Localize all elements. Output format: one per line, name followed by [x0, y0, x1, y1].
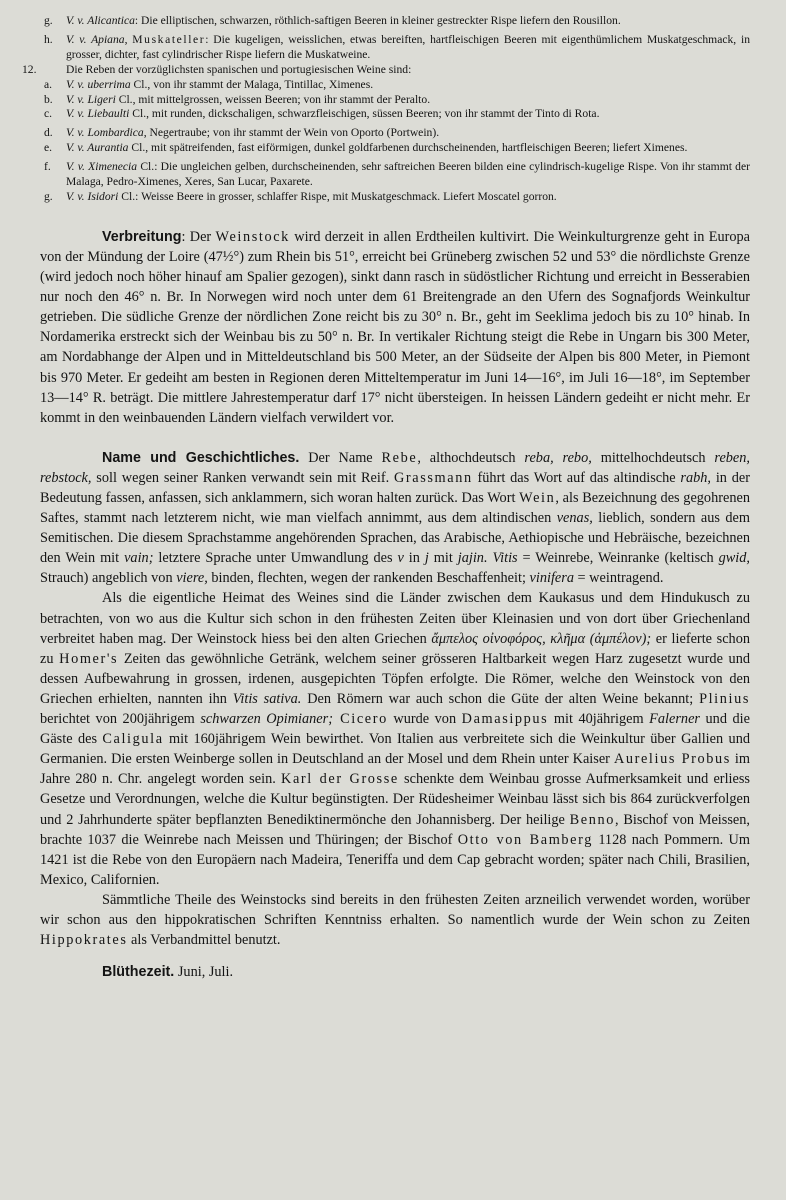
cultivar-name: V. v. Lombardica: [66, 126, 144, 140]
cultivar-name: V. v. Liebaulti: [66, 107, 130, 121]
section-bluethezeit: Blüthezeit. Juni, Juli.: [102, 964, 234, 981]
cultivar-name: V. v. Apiana: [66, 32, 125, 46]
list-item: f. V. v. Ximenecia Cl.: Die ungleichen gelben, durchscheinenden, sehr saftreichen Beeren bilden eine cylindrisch-kugelige Rispe. Von ihr stammt der Malaga, Pedro-Ximenes, Xeres, San Lucar, Paxarete.: [44, 160, 750, 189]
list-item: a. V. v. uberrima Cl., von ihr stammt der Malaga, Tintillac, Ximenes.: [44, 77, 374, 91]
cultivar-name: V. v. uberrima: [66, 77, 131, 91]
cultivar-name: V. v. Aurantia: [66, 141, 129, 155]
list-item: b. V. v. Ligeri Cl., mit mittelgrossen, weissen Beeren; von ihr stammt der Peralto.: [44, 92, 431, 106]
list-item: h. V. v. Apiana, Muskateller: Die kugeligen, weisslichen, etwas bereiften, hartfleischigen Beeren mit eigenthümlichem Muskatgeschmack, in grosser, dichter, fast cylindrischer Rispe liefern die Muskatweine.: [44, 32, 751, 61]
list-item: 12. Die Reben der vorzüglichsten spanischen und portugiesischen Weine sind:: [22, 62, 412, 76]
list-item: g. V. v. Alicantica: Die elliptischen, schwarzen, röthlich-saftigen Beeren in kleiner gestreckter Rispe liefern den Rousillon.: [44, 14, 621, 27]
section-heading: Name und Geschichtliches.: [102, 449, 300, 466]
paragraph: Als die eigentliche Heimat des Weines sind die Länder zwischen dem Kaukasus und dem Hindukusch zu betrachten, von wo aus die Kultur sich schon in den frühesten Zeiten über Kleinasien und von dort über Griechenland verbreitet haben mag. Der Weinstock hiess bei den alten Griechen ἄμπελος οἰνοφόρος, κλῆμα (ἀμπέλον); er lieferte schon zu Homer's Zeiten das gewöhnliche Getränk, welchem seiner grösseren Haltbarkeit wegen Harz zugesetzt wurde und dessen Aufbewahrung in grossen, irdenen, ausgepichten Töpfen erfolgte. Die Römer, welche den Weinstock von den Griechen erhielten, nannten ihn Vitis sativa. Den Römern war auch schon die Güte der alten Weine bekannt; Plinius berichtet von 200jährigem schwarzen Opimianer; Cicero wurde von Damasippus mit 40jährigem Falerner und die Gäste des Caligula mit 160jährigem Wein bewirthet. Von Italien aus verbreitete sich die Weinkultur über Gallien und Germanien. Die ersten Weinberge sollen in Deutschland an der Mosel und dem Rhein unter Kaiser Aurelius Probus im Jahre 280 n. Chr. angelegt worden sein. Karl der Grosse schenkte dem Weinbau grosse Aufmerksamkeit und erliess Gesetze und Verordnungen, welche die Kultur begünstigten. Der Rüdesheimer Weinbau lässt sich bis 864 zurückverfolgen und 2 Jahrhunderte später bepflanzten Benediktinermönche den Johannisberg. Der heilige Benno, Bischof von Meissen, brachte 1037 die Weinrebe nach Meissen und Thüringen; der Bischof Otto von Bamberg 1128 nach Pommern. Um 1421 ist die Rebe von den Europäern nach Madeira, Teneriffa und dem Cap gebracht worden; später nach Chili, Brasilien, Mexico, Californien.: [40, 590, 750, 888]
section-heading: Blüthezeit.: [102, 964, 175, 981]
cultivar-name: V. v. Ligeri: [66, 92, 116, 106]
paragraph: Verbreitung: Der Weinstock wird derzeit in allen Erdtheilen kultivirt. Die Weinkulturgrenze geht in Europa von der Mündung der Loire (47½°) zum Rhein bis 51°, erreicht bei Grüneberg zwischen 52 und 53° die nördlichste Grenze (wird jedoch noch höher hinauf am Spalier gezogen), sinkt dann rasch in südöstlicher Richtung und erreicht in Besserabien nur noch den 46° n. Br. In Norwegen wird noch unter dem 61 Breitengrade an den Ufern des Sognafjords Weinkultur getrieben. Die südliche Grenze der nördlichen Zone reicht bis zu 30° n. Br., geht im Seeklima jedoch bis zu 10° hinab. In Nordamerika erstreckt sich der Weinbau bis zu 50° n. Br. In vertikaler Richtung steigt die Rebe in Ungarn bis 300 Meter, am Nordabhange der Alpen und in Mitteldeutschland bis 500 Meter, an der Südseite der Alpen bis 800 Meter, in Piemont bis 970 Meter. Er gedeiht am besten in Regionen deren Mitteltemperatur im Juni 14—16°, im Juli 16—18°, im September 13—14° R. beträgt. Die mittlere Jahrestemperatur darf 17° nicht übersteigen. In heissen Ländern gedeiht er nicht mehr. Er kommt in den weinbauenden Ländern vielfach verwildert vor.: [40, 228, 750, 426]
cultivar-name: V. v. Alicantica: [66, 14, 135, 27]
section-verbreitung: [40, 227, 750, 428]
section-name-geschichte: [40, 448, 750, 950]
variety-list: [22, 14, 751, 205]
cultivar-name: V. v. Isidori: [66, 189, 119, 203]
list-item: g. V. v. Isidori Cl.: Weisse Beere in grosser, schlaffer Rispe, mit Muskatgeschmack. Liefert Moscatel gorron.: [44, 189, 557, 203]
list-item: d. V. v. Lombardica, Negertraube; von ihr stammt der Wein von Oporto (Portwein).: [44, 126, 440, 140]
paragraph: Sämmtliche Theile des Weinstocks sind bereits in den frühesten Zeiten arzneilich verwendet worden, worüber wir schon aus den hippokratischen Schriften Kenntniss erhalten. So namentlich wurde der Wein schon zu Zeiten Hippokrates als Verbandmittel benutzt.: [40, 891, 750, 949]
list-item: c. V. v. Liebaulti Cl., mit runden, dickschaligen, schwarzfleischigen, süssen Beeren; von ihr stammt der Tinto di Rota.: [44, 107, 600, 121]
paragraph: Name und Geschichtliches. Der Name Rebe, althochdeutsch reba, rebo, mittelhochdeutsch reben, rebstock, soll wegen seiner Ranken verwandt sein mit Reif. Grassmann führt das Wort auf das altindische rabh, in der Bedeutung fassen, anfassen, sich anklammern, sich woran halten zurück. Das Wort Wein, als Bezeichnung des gegohrenen Saftes, stammt nach letzterem nicht, wie man vielfach annimmt, aus dem altindischen venas, lieblich, sondern aus dem Semitischen. Die diesem Sprachstamme angehörenden Sprachen, das Arabische, Aethiopische und Hebräische, bezeichnen den Wein mit vain; letztere Sprache unter Umwandlung des v in j mit jajin. Vitis = Weinrebe, Weinranke (keltisch gwid, Strauch) angeblich von viere, binden, flechten, wegen der rankenden Beschaffenheit; vinifera = weintragend.: [40, 449, 751, 587]
list-item: e. V. v. Aurantia Cl., mit spätreifenden, fast eiförmigen, dunkel goldfarbenen durchscheinenden, hartfleischigen Beeren; liefert Ximenes.: [44, 141, 688, 155]
section-heading: Verbreitung: [102, 228, 182, 245]
cultivar-name: V. v. Ximenecia: [66, 160, 138, 174]
